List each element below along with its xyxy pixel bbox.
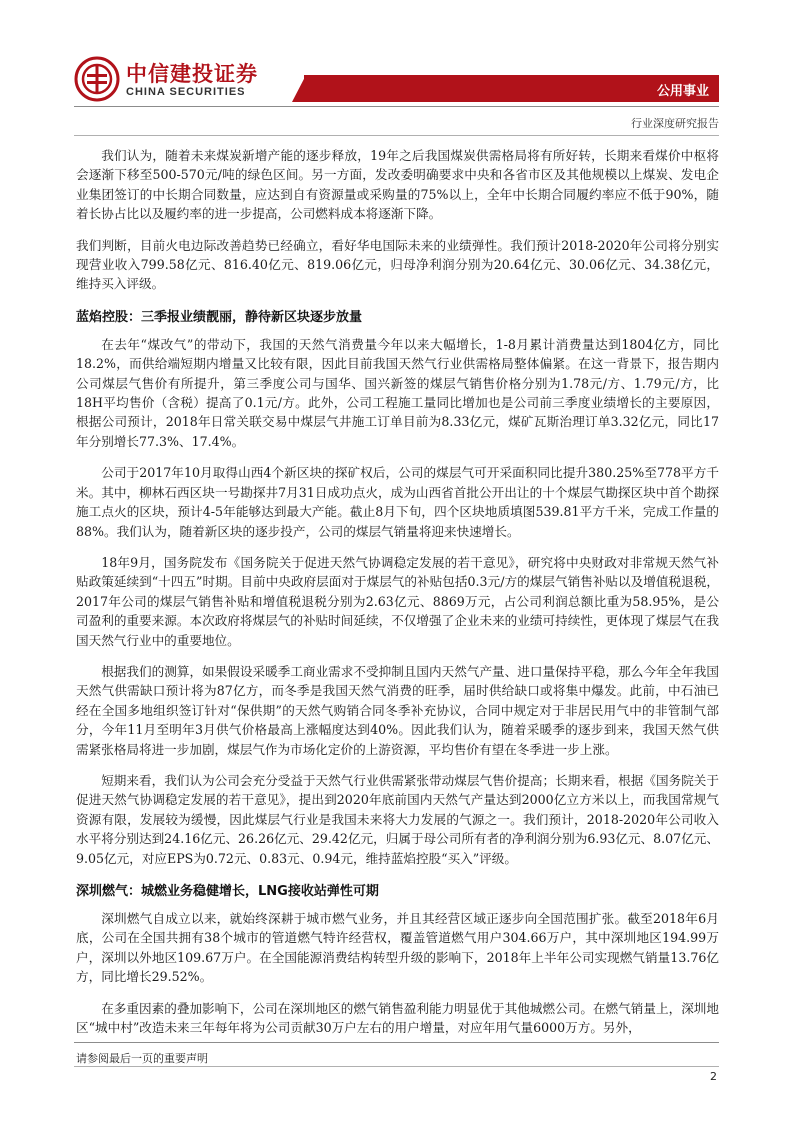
report-body	[76, 146, 719, 1049]
paragraph: 在去年“煤改气”的带动下，我国的天然气消费量今年以来大幅增长，1-8月累计消费量达到1804亿方，同比18.2%，而供给端短期内增量又比较有限，因此目前我国天然气行业供需格局整体偏紧。在这一背景下，报告期内公司煤层气售价有所提升，第三季度公司与国华、国兴新签的煤层气销售价格分别为1.78元/方、1.79元/方，比18H平均售价（含税）提高了0.1元/方。此外，公司工程施工量同比增加也是公司前三季度业绩增长的主要原因，根据公司预计，2018年日常关联交易中煤层气井施工订单目前为8.33亿元，煤矿瓦斯治理订单3.32亿元，同比17年分别增长77.3%、17.4%。	[76, 336, 719, 449]
footer-disclaimer: 请参阅最后一页的重要声明	[76, 1052, 208, 1065]
section-title-lanyan: 蓝焰控股：三季报业绩靓丽，静待新区块逐步放量	[76, 309, 363, 325]
paragraph: 深圳燃气自成立以来，就始终深耕于城市燃气业务，并且其经营区域正逐步向全国范围扩张。截至2018年6月底，公司在全国共拥有38个城市的管道燃气特许经营权，覆盖管道燃气用户304.66万户，其中深圳地区194.99万户，深圳以外地区109.67万户。在全国能源消费结构转型升级的影响下，2018年上半年公司实现燃气销量13.76亿方，同比增长29.52%。	[76, 911, 719, 985]
paragraph: 在多重因素的叠加影响下，公司在深圳地区的燃气销售盈利能力明显优于其他城燃公司。在燃气销量上，深圳地区“城中村”改造未来三年每年将为公司贡献30万户左右的用户增量，对应年用气量6000万方。另外，	[76, 1000, 719, 1036]
report-type: 行业深度研究报告	[631, 117, 719, 130]
header-divider-secondary	[74, 135, 719, 136]
paragraph: 我们判断，目前火电边际改善趋势已经确立，看好华电国际未来的业绩弹性。我们预计2018-2020年公司将分别实现营业收入799.58亿元、816.40亿元、819.06亿元，归母净利润分别为20.64亿元、30.06亿元、34.38亿元，维持买入评级。	[76, 237, 719, 292]
footer-divider-secondary	[74, 1066, 719, 1067]
section-title-shenzhen-gas: 深圳燃气：城燃业务稳健增长，LNG接收站弹性可期	[76, 884, 379, 899]
sector-tag	[304, 75, 719, 102]
paragraph: 18年9月，国务院发布《国务院关于促进天然气协调稳定发展的若干意见》，研究将中央财政对非常规天然气补贴政策延续到“十四五”时期。目前中央政府层面对于煤层气的补贴包括0.3元/方的煤层气销售补贴以及增值税退税，2017年公司的煤层气销售补贴和增值税退税分别为2.63亿元、8869万元，占公司利润总额比重为58.95%，是公司盈利的重要来源。本次政府将煤层气的补贴时间延续，不仅增强了企业未来的业绩可持续性，更体现了煤层气在我国天然气行业中的重要地位。	[76, 554, 719, 648]
brand-name-en: CHINA SECURITIES	[126, 86, 246, 98]
brand-name-cn: 中信建投证券	[126, 62, 258, 86]
header-divider	[74, 106, 719, 107]
paragraph: 短期来看，我们认为公司会充分受益于天然气行业供需紧张带动煤层气售价提高；长期来看，根据《国务院关于促进天然气协调稳定发展的若干意见》，提出到2020年底前国内天然气产量达到2000亿立方米以上，而我国常规气资源有限，发展较为缓慢，因此煤层气行业是我国未来将大力发展的气源之一。我们预计，2018-2020年公司收入水平将分别达到24.16亿元、26.26亿元、29.42亿元，归属于母公司所有者的净利润分别为6.93亿元、8.07亿元、9.05亿元，对应EPS为0.72元、0.83元、0.94元，维持蓝焰控股“买入”评级。	[76, 772, 719, 866]
sector-tag-label: 公用事业	[656, 84, 709, 99]
page-number: 2	[710, 1070, 717, 1083]
footer-divider	[74, 1042, 719, 1043]
paragraph: 我们认为，随着未来煤炭新增产能的逐步释放，19年之后我国煤炭供需格局将有所好转，长期来看煤价中枢将会逐渐下移至500-570元/吨的绿色区间。另一方面，发改委明确要求中央和各省市区及其他规模以上煤炭、发电企业集团签订的中长期合同数量，应达到自有资源量或采购量的75%以上，全年中长期合同履约率应不低于90%，随着长协占比以及履约率的进一步提高，公司燃料成本将逐渐下降。	[76, 148, 719, 222]
paragraph: 公司于2017年10月取得山西4个新区块的探矿权后，公司的煤层气可开采面积同比提升380.25%至778平方千米。其中，柳林石西区块一号勘探井7月31日成功点火，成为山西省首批公开出让的十个煤层气勘探区块中首个勘探施工点火的区块，预计4-5年能够达到最大产能。截止8月下旬，四个区块地质填图539.81平方千米，完成工作量的88%。我们认为，随着新区块的逐步投产，公司的煤层气销量将迎来快速增长。	[76, 465, 719, 539]
page-header	[0, 0, 793, 140]
paragraph: 根据我们的测算，如果假设采暖季工商业需求不受抑制且国内天然气产量、进口量保持平稳，那么今年全年我国天然气供需缺口预计将为87亿方，而冬季是我国天然气消费的旺季，届时供给缺口或将集中爆发。此前，中石油已经在全国多地组织签订针对“保供期”的天然气购销合同冬季补充协议，合同中规定对于非居民用气中的非管制气部分，今年11月至明年3月供气价格最高上涨幅度达到40%。因此我们认为，随着采暖季的逐步到来，我国天然气供需紧张格局将进一步加剧，煤层气作为市场化定价的上游资源，平均售价有望在冬季进一步上涨。	[76, 663, 719, 757]
china-securities-logo-icon	[74, 56, 120, 102]
